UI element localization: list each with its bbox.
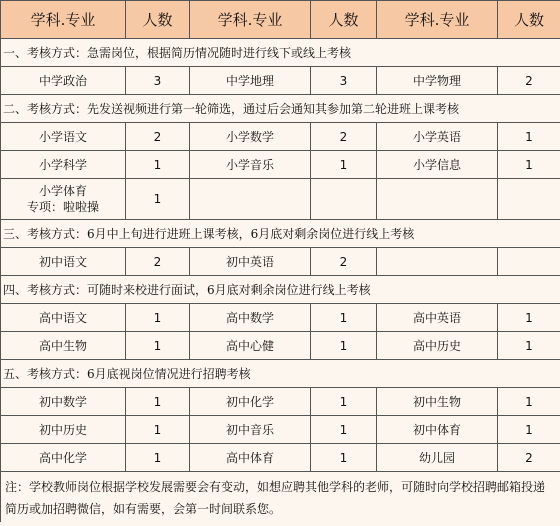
section-title: 四、考核方式：可随时来校进行面试，6月底对剩余岗位进行线上考核	[1, 276, 560, 304]
count-cell: 1	[311, 444, 377, 472]
table-header-row	[1, 1, 560, 39]
count-cell: 1	[498, 332, 560, 360]
section-title-row	[1, 95, 560, 123]
count-cell: 1	[498, 416, 560, 444]
table-row	[1, 388, 560, 416]
table-row	[1, 179, 560, 220]
count-cell: 2	[126, 123, 190, 151]
table-row	[1, 304, 560, 332]
subject-cell: 初中音乐	[190, 416, 311, 444]
subject-cell: 高中心健	[190, 332, 311, 360]
subject-cell: 初中生物	[377, 388, 498, 416]
header-subject-major-1: 学科.专业	[1, 1, 126, 39]
header-count-1: 人数	[126, 1, 190, 39]
section-title-row	[1, 360, 560, 388]
count-cell: 3	[311, 67, 377, 95]
count-cell: 2	[311, 248, 377, 276]
count-cell: 1	[126, 179, 190, 220]
count-cell	[311, 179, 377, 220]
table-row	[1, 248, 560, 276]
count-cell: 1	[126, 388, 190, 416]
subject-cell: 中学地理	[190, 67, 311, 95]
subject-cell: 初中英语	[190, 248, 311, 276]
header-count-2: 人数	[311, 1, 377, 39]
subject-cell: 高中历史	[377, 332, 498, 360]
subject-cell: 初中化学	[190, 388, 311, 416]
table-row	[1, 332, 560, 360]
count-cell: 1	[498, 388, 560, 416]
count-cell: 1	[311, 151, 377, 179]
count-cell: 1	[311, 304, 377, 332]
section-title-row	[1, 276, 560, 304]
subject-cell: 高中化学	[1, 444, 126, 472]
subject-cell	[190, 179, 311, 220]
section-title-row	[1, 39, 560, 67]
count-cell: 1	[126, 151, 190, 179]
count-cell: 1	[126, 444, 190, 472]
table-row	[1, 151, 560, 179]
subject-cell: 小学语文	[1, 123, 126, 151]
section-title: 五、考核方式：6月底视岗位情况进行招聘考核	[1, 360, 560, 388]
header-subject-major-2: 学科.专业	[190, 1, 311, 39]
count-cell: 2	[498, 444, 560, 472]
count-cell: 1	[498, 304, 560, 332]
footnote: 注：学校教师岗位根据学校发展需要会有变动，如想应聘其他学科的老师，可随时向学校招聘邮箱投递简历或加招聘微信，如有需要，会第一时间联系您。	[1, 472, 560, 523]
subject-cell: 初中数学	[1, 388, 126, 416]
table-row	[1, 67, 560, 95]
count-cell: 1	[498, 151, 560, 179]
count-cell: 1	[126, 416, 190, 444]
count-cell: 1	[311, 416, 377, 444]
subject-cell: 中学物理	[377, 67, 498, 95]
count-cell: 1	[126, 304, 190, 332]
subject-cell: 中学政治	[1, 67, 126, 95]
count-cell: 2	[126, 248, 190, 276]
subject-cell: 幼儿园	[377, 444, 498, 472]
count-cell: 1	[311, 332, 377, 360]
subject-cell: 高中英语	[377, 304, 498, 332]
subject-cell: 初中历史	[1, 416, 126, 444]
subject-cell: 初中体育	[377, 416, 498, 444]
subject-cell	[377, 179, 498, 220]
count-cell	[498, 179, 560, 220]
section-title: 三、考核方式：6月中上旬进行进班上课考核，6月底对剩余岗位进行线上考核	[1, 220, 560, 248]
subject-cell	[377, 248, 498, 276]
section-title: 一、考核方式：急需岗位，根据简历情况随时进行线下或线上考核	[1, 39, 560, 67]
subject-cell: 小学数学	[190, 123, 311, 151]
count-cell: 2	[498, 67, 560, 95]
count-cell: 1	[498, 123, 560, 151]
subject-cell: 小学信息	[377, 151, 498, 179]
count-cell: 3	[126, 67, 190, 95]
count-cell	[498, 248, 560, 276]
table-row	[1, 123, 560, 151]
subject-cell: 高中语文	[1, 304, 126, 332]
count-cell: 1	[126, 332, 190, 360]
table-row	[1, 444, 560, 472]
subject-cell: 小学科学	[1, 151, 126, 179]
header-subject-major-3: 学科.专业	[377, 1, 498, 39]
count-cell: 2	[311, 123, 377, 151]
footnote-row	[1, 472, 560, 523]
section-title: 二、考核方式：先发送视频进行第一轮筛选，通过后会通知其参加第二轮进班上课考核	[1, 95, 560, 123]
header-count-3: 人数	[498, 1, 560, 39]
subject-cell: 初中语文	[1, 248, 126, 276]
subject-cell: 高中生物	[1, 332, 126, 360]
count-cell: 1	[311, 388, 377, 416]
section-title-row	[1, 220, 560, 248]
table-row	[1, 416, 560, 444]
subject-cell: 小学音乐	[190, 151, 311, 179]
subject-cell: 高中数学	[190, 304, 311, 332]
subject-cell: 小学英语	[377, 123, 498, 151]
subject-cell: 高中体育	[190, 444, 311, 472]
subject-cell: 小学体育 专项：啦啦操	[1, 179, 126, 220]
